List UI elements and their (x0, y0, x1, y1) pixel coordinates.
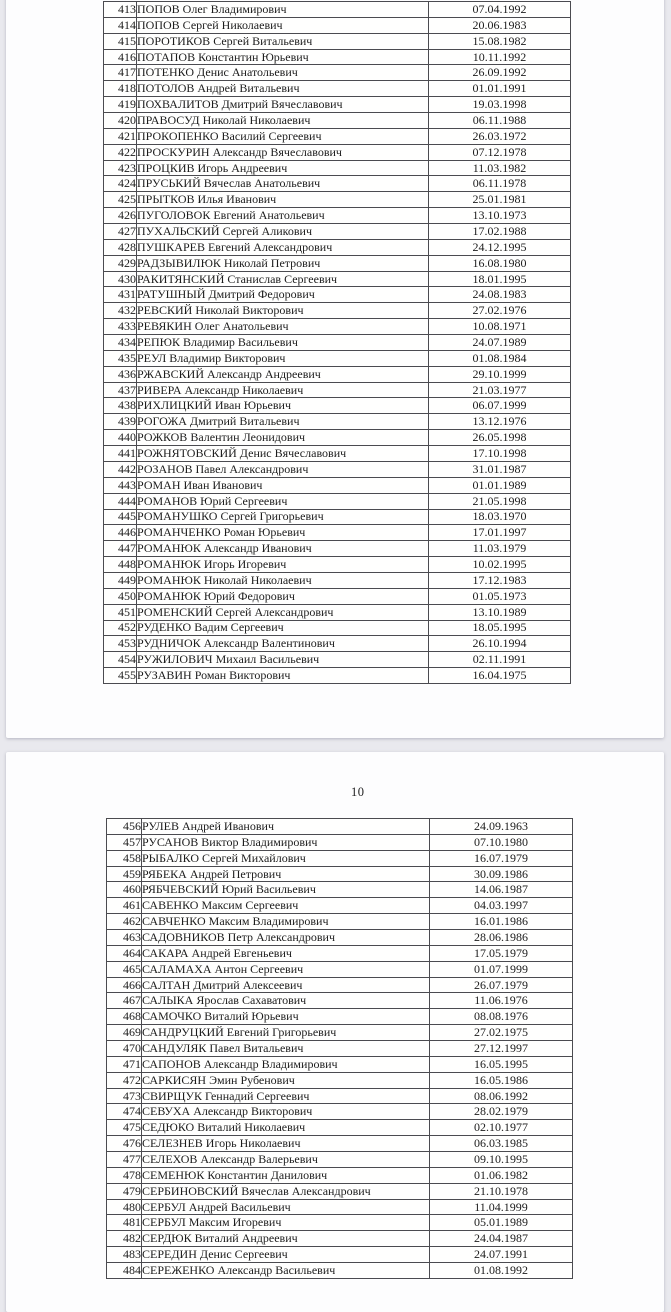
row-name-cell: ПРЫТКОВ Илья Иванович (137, 192, 429, 208)
row-name-cell: РАКИТЯНСКИЙ Станислав Сергеевич (137, 271, 429, 287)
row-number-cell: 420 (104, 113, 137, 129)
row-birthdate-cell: 29.10.1999 (429, 366, 571, 382)
table-row (107, 850, 573, 866)
table-row (104, 430, 571, 446)
row-name-cell: СЕРБУЛ Максим Игоревич (142, 1215, 430, 1231)
row-birthdate-cell: 10.08.1971 (429, 319, 571, 335)
row-name-cell: СЕЛЕЗНЕВ Игорь Николаевич (142, 1136, 430, 1152)
table-row (104, 208, 571, 224)
table-row (104, 319, 571, 335)
row-number-cell: 440 (104, 430, 137, 446)
row-birthdate-cell: 06.11.1978 (429, 176, 571, 192)
row-number-cell: 413 (104, 2, 137, 18)
row-birthdate-cell: 04.03.1997 (430, 898, 573, 914)
row-name-cell: РУЗАВИН Роман Викторович (137, 668, 429, 684)
table-row (104, 477, 571, 493)
table-row (104, 636, 571, 652)
row-name-cell: РОГОЖА Дмитрий Витальевич (137, 414, 429, 430)
row-name-cell: РЖАВСКИЙ Александр Андреевич (137, 366, 429, 382)
row-birthdate-cell: 16.05.1995 (430, 1056, 573, 1072)
table-row (104, 97, 571, 113)
row-number-cell: 423 (104, 160, 137, 176)
table-row (104, 335, 571, 351)
row-number-cell: 481 (107, 1215, 142, 1231)
row-birthdate-cell: 17.02.1988 (429, 224, 571, 240)
row-number-cell: 429 (104, 255, 137, 271)
table-row (107, 1056, 573, 1072)
row-birthdate-cell: 15.08.1982 (429, 33, 571, 49)
table-row (107, 834, 573, 850)
table-row (104, 113, 571, 129)
row-birthdate-cell: 18.05.1995 (429, 620, 571, 636)
row-name-cell: РОМЕНСКИЙ Сергей Александрович (137, 604, 429, 620)
table-row (104, 668, 571, 684)
row-name-cell: ПОРОТИКОВ Сергей Витальевич (137, 33, 429, 49)
row-birthdate-cell: 28.02.1979 (430, 1104, 573, 1120)
table-row (104, 303, 571, 319)
table-row (104, 17, 571, 33)
table-row (107, 1041, 573, 1057)
row-name-cell: САВЕНКО Максим Сергеевич (142, 898, 430, 914)
row-number-cell: 446 (104, 525, 137, 541)
row-birthdate-cell: 26.05.1998 (429, 430, 571, 446)
table-row (104, 652, 571, 668)
row-birthdate-cell: 21.10.1978 (430, 1183, 573, 1199)
row-birthdate-cell: 02.10.1977 (430, 1120, 573, 1136)
row-birthdate-cell: 16.08.1980 (429, 255, 571, 271)
row-birthdate-cell: 13.10.1973 (429, 208, 571, 224)
row-number-cell: 436 (104, 366, 137, 382)
table-row (104, 287, 571, 303)
row-birthdate-cell: 02.11.1991 (429, 652, 571, 668)
row-number-cell: 462 (107, 914, 142, 930)
row-name-cell: РАТУШНЫЙ Дмитрий Федорович (137, 287, 429, 303)
row-number-cell: 463 (107, 930, 142, 946)
row-birthdate-cell: 01.06.1982 (430, 1167, 573, 1183)
table-row (107, 1009, 573, 1025)
table-row (107, 866, 573, 882)
table-row (107, 961, 573, 977)
table-row (104, 366, 571, 382)
row-birthdate-cell: 25.01.1981 (429, 192, 571, 208)
row-name-cell: ПОПОВ Олег Владимирович (137, 2, 429, 18)
row-name-cell: ПРУСЬКИЙ Вячеслав Анатольевич (137, 176, 429, 192)
row-number-cell: 461 (107, 898, 142, 914)
table-row (104, 192, 571, 208)
row-name-cell: РУСАНОВ Виктор Владимирович (142, 834, 430, 850)
row-birthdate-cell: 06.07.1999 (429, 398, 571, 414)
row-number-cell: 445 (104, 509, 137, 525)
row-birthdate-cell: 05.01.1989 (430, 1215, 573, 1231)
row-number-cell: 469 (107, 1025, 142, 1041)
row-name-cell: РОМАНУШКО Сергей Григорьевич (137, 509, 429, 525)
row-number-cell: 416 (104, 49, 137, 65)
row-birthdate-cell: 16.04.1975 (429, 668, 571, 684)
row-number-cell: 475 (107, 1120, 142, 1136)
table-row (107, 1215, 573, 1231)
row-name-cell: СЕРБУЛ Андрей Васильевич (142, 1199, 430, 1215)
row-number-cell: 458 (107, 850, 142, 866)
row-name-cell: РОЖКОВ Валентин Леонидович (137, 430, 429, 446)
row-birthdate-cell: 17.05.1979 (430, 945, 573, 961)
table-row (107, 930, 573, 946)
table-row (104, 541, 571, 557)
row-name-cell: РОЖНЯТОВСКИЙ Денис Вячеславович (137, 446, 429, 462)
table-row (104, 65, 571, 81)
table-row (104, 446, 571, 462)
row-name-cell: РИВЕРА Александр Николаевич (137, 382, 429, 398)
row-number-cell: 430 (104, 271, 137, 287)
row-birthdate-cell: 24.07.1991 (430, 1247, 573, 1263)
row-birthdate-cell: 17.10.1998 (429, 446, 571, 462)
row-name-cell: САЛАМАХА Антон Сергеевич (142, 961, 430, 977)
row-number-cell: 439 (104, 414, 137, 430)
table-row (107, 898, 573, 914)
row-name-cell: ПОПОВ Сергей Николаевич (137, 17, 429, 33)
row-birthdate-cell: 18.01.1995 (429, 271, 571, 287)
row-birthdate-cell: 09.10.1995 (430, 1152, 573, 1168)
row-name-cell: РОМАНЮК Игорь Игоревич (137, 557, 429, 573)
table-row (104, 271, 571, 287)
row-number-cell: 437 (104, 382, 137, 398)
row-name-cell: САПОНОВ Александр Владимирович (142, 1056, 430, 1072)
table-row (104, 509, 571, 525)
row-number-cell: 479 (107, 1183, 142, 1199)
table-row (107, 1120, 573, 1136)
row-birthdate-cell: 10.02.1995 (429, 557, 571, 573)
row-birthdate-cell: 01.08.1984 (429, 350, 571, 366)
table-row (104, 414, 571, 430)
row-birthdate-cell: 07.04.1992 (429, 2, 571, 18)
table-row (107, 1072, 573, 1088)
row-number-cell: 456 (107, 819, 142, 835)
row-number-cell: 482 (107, 1231, 142, 1247)
row-number-cell: 468 (107, 1009, 142, 1025)
table-row (107, 1263, 573, 1279)
row-name-cell: САРКИСЯН Эмин Рубенович (142, 1072, 430, 1088)
row-number-cell: 425 (104, 192, 137, 208)
page-number: 10 (351, 785, 365, 799)
row-name-cell: ПОХВАЛИТОВ Дмитрий Вячеславович (137, 97, 429, 113)
row-name-cell: ПРОКОПЕНКО Василий Сергеевич (137, 128, 429, 144)
row-birthdate-cell: 06.03.1985 (430, 1136, 573, 1152)
row-name-cell: РОМАН Иван Иванович (137, 477, 429, 493)
row-name-cell: ПОТЕНКО Денис Анатольевич (137, 65, 429, 81)
row-name-cell: ПУШКАРЕВ Евгений Александрович (137, 239, 429, 255)
table-row (104, 604, 571, 620)
row-number-cell: 480 (107, 1199, 142, 1215)
row-birthdate-cell: 06.11.1988 (429, 113, 571, 129)
row-birthdate-cell: 10.11.1992 (429, 49, 571, 65)
table-row (107, 1199, 573, 1215)
row-number-cell: 418 (104, 81, 137, 97)
row-number-cell: 414 (104, 17, 137, 33)
row-name-cell: СЕРЕДИН Денис Сергеевич (142, 1247, 430, 1263)
row-number-cell: 435 (104, 350, 137, 366)
row-name-cell: ПОТОЛОВ Андрей Витальевич (137, 81, 429, 97)
row-birthdate-cell: 01.05.1973 (429, 588, 571, 604)
row-number-cell: 433 (104, 319, 137, 335)
table-row (104, 144, 571, 160)
table-row (104, 176, 571, 192)
row-birthdate-cell: 01.01.1991 (429, 81, 571, 97)
row-number-cell: 434 (104, 335, 137, 351)
row-birthdate-cell: 26.09.1992 (429, 65, 571, 81)
table-row (104, 525, 571, 541)
row-number-cell: 432 (104, 303, 137, 319)
row-name-cell: ПРОЦКИВ Игорь Андреевич (137, 160, 429, 176)
row-birthdate-cell: 08.08.1976 (430, 1009, 573, 1025)
table-row (104, 557, 571, 573)
row-name-cell: САКАРА Андрей Евгеньевич (142, 945, 430, 961)
table-row (104, 33, 571, 49)
row-number-cell: 444 (104, 493, 137, 509)
table-row (104, 255, 571, 271)
row-name-cell: РУЛЕВ Андрей Иванович (142, 819, 430, 835)
table-row (104, 461, 571, 477)
row-birthdate-cell: 24.09.1963 (430, 819, 573, 835)
row-name-cell: СЕРБИНОВСКИЙ Вячеслав Александрович (142, 1183, 430, 1199)
row-birthdate-cell: 01.01.1989 (429, 477, 571, 493)
row-name-cell: РЯБЧЕВСКИЙ Юрий Васильевич (142, 882, 430, 898)
row-number-cell: 478 (107, 1167, 142, 1183)
row-number-cell: 460 (107, 882, 142, 898)
row-name-cell: САНДРУЦКИЙ Евгений Григорьевич (142, 1025, 430, 1041)
row-name-cell: СЕРЕЖЕНКО Александр Васильевич (142, 1263, 430, 1279)
row-name-cell: СЕДЮКО Виталий Николаевич (142, 1120, 430, 1136)
row-name-cell: РЯБЕКА Андрей Петрович (142, 866, 430, 882)
row-number-cell: 424 (104, 176, 137, 192)
row-name-cell: РОЗАНОВ Павел Александрович (137, 461, 429, 477)
table-row (107, 1104, 573, 1120)
table-row (107, 1167, 573, 1183)
row-number-cell: 428 (104, 239, 137, 255)
row-birthdate-cell: 11.03.1982 (429, 160, 571, 176)
row-number-cell: 470 (107, 1041, 142, 1057)
row-number-cell: 476 (107, 1136, 142, 1152)
row-birthdate-cell: 16.07.1979 (430, 850, 573, 866)
row-birthdate-cell: 20.06.1983 (429, 17, 571, 33)
row-number-cell: 448 (104, 557, 137, 573)
row-birthdate-cell: 18.03.1970 (429, 509, 571, 525)
row-birthdate-cell: 21.03.1977 (429, 382, 571, 398)
row-number-cell: 427 (104, 224, 137, 240)
row-name-cell: РОМАНЮК Николай Николаевич (137, 572, 429, 588)
row-birthdate-cell: 30.09.1986 (430, 866, 573, 882)
row-birthdate-cell: 17.01.1997 (429, 525, 571, 541)
row-number-cell: 449 (104, 572, 137, 588)
table-row (107, 977, 573, 993)
row-number-cell: 453 (104, 636, 137, 652)
row-name-cell: САМОЧКО Виталий Юрьевич (142, 1009, 430, 1025)
row-name-cell: РАДЗЫВИЛЮК Николай Петрович (137, 255, 429, 271)
row-name-cell: ПУГОЛОВОК Евгений Анатольевич (137, 208, 429, 224)
roster-rows-page-10 (107, 819, 573, 1279)
row-birthdate-cell: 24.07.1989 (429, 335, 571, 351)
row-name-cell: РЕВСКИЙ Николай Викторович (137, 303, 429, 319)
table-row (107, 1152, 573, 1168)
roster-table-page-10 (106, 818, 573, 1279)
table-row (107, 1183, 573, 1199)
row-name-cell: САЛТАН Дмитрий Алексеевич (142, 977, 430, 993)
table-row (104, 493, 571, 509)
row-birthdate-cell: 11.03.1979 (429, 541, 571, 557)
row-birthdate-cell: 31.01.1987 (429, 461, 571, 477)
row-name-cell: РЫБАЛКО Сергей Михайлович (142, 850, 430, 866)
row-name-cell: СЕМЕНЮК Константин Данилович (142, 1167, 430, 1183)
row-name-cell: ПРАВОСУД Николай Николаевич (137, 113, 429, 129)
row-birthdate-cell: 21.05.1998 (429, 493, 571, 509)
row-birthdate-cell: 01.07.1999 (430, 961, 573, 977)
row-name-cell: РОМАНОВ Юрий Сергеевич (137, 493, 429, 509)
document-page-10 (6, 752, 664, 1312)
table-row (104, 128, 571, 144)
row-name-cell: РЕВЯКИН Олег Анатольевич (137, 319, 429, 335)
row-number-cell: 415 (104, 33, 137, 49)
table-row (107, 914, 573, 930)
row-number-cell: 457 (107, 834, 142, 850)
table-row (104, 350, 571, 366)
row-name-cell: СЕВУХА Александр Викторович (142, 1104, 430, 1120)
row-number-cell: 447 (104, 541, 137, 557)
row-name-cell: РОМАНЮК Юрий Федорович (137, 588, 429, 604)
row-birthdate-cell: 13.10.1989 (429, 604, 571, 620)
row-name-cell: РИХЛИЦКИЙ Иван Юрьевич (137, 398, 429, 414)
row-birthdate-cell: 07.10.1980 (430, 834, 573, 850)
row-number-cell: 426 (104, 208, 137, 224)
row-birthdate-cell: 11.06.1976 (430, 993, 573, 1009)
row-name-cell: ПРОСКУРИН Александр Вячеславович (137, 144, 429, 160)
row-birthdate-cell: 16.01.1986 (430, 914, 573, 930)
table-row (104, 382, 571, 398)
row-number-cell: 466 (107, 977, 142, 993)
row-birthdate-cell: 19.03.1998 (429, 97, 571, 113)
row-birthdate-cell: 27.02.1976 (429, 303, 571, 319)
row-number-cell: 421 (104, 128, 137, 144)
row-name-cell: СЕРДЮК Виталий Андреевич (142, 1231, 430, 1247)
row-birthdate-cell: 24.08.1983 (429, 287, 571, 303)
row-name-cell: СВИРЩУК Геннадий Сергеевич (142, 1088, 430, 1104)
row-number-cell: 431 (104, 287, 137, 303)
table-row (107, 993, 573, 1009)
row-number-cell: 473 (107, 1088, 142, 1104)
row-name-cell: САЛЫКА Ярослав Сахаватович (142, 993, 430, 1009)
row-name-cell: САДОВНИКОВ Петр Александрович (142, 930, 430, 946)
table-row (104, 572, 571, 588)
roster-rows-upper (104, 2, 571, 684)
row-birthdate-cell: 14.06.1987 (430, 882, 573, 898)
table-row (104, 160, 571, 176)
row-birthdate-cell: 13.12.1976 (429, 414, 571, 430)
row-number-cell: 443 (104, 477, 137, 493)
row-number-cell: 477 (107, 1152, 142, 1168)
table-row (107, 819, 573, 835)
row-birthdate-cell: 16.05.1986 (430, 1072, 573, 1088)
row-birthdate-cell: 24.04.1987 (430, 1231, 573, 1247)
row-birthdate-cell: 17.12.1983 (429, 572, 571, 588)
table-row (107, 1136, 573, 1152)
row-birthdate-cell: 01.08.1992 (430, 1263, 573, 1279)
table-row (104, 81, 571, 97)
row-number-cell: 455 (104, 668, 137, 684)
row-name-cell: САНДУЛЯК Павел Витальевич (142, 1041, 430, 1057)
row-number-cell: 474 (107, 1104, 142, 1120)
row-number-cell: 419 (104, 97, 137, 113)
row-number-cell: 451 (104, 604, 137, 620)
document-page-upper (6, 0, 664, 738)
row-number-cell: 467 (107, 993, 142, 1009)
row-number-cell: 441 (104, 446, 137, 462)
table-row (107, 1088, 573, 1104)
row-number-cell: 483 (107, 1247, 142, 1263)
row-name-cell: ПОТАПОВ Константин Юрьевич (137, 49, 429, 65)
row-birthdate-cell: 24.12.1995 (429, 239, 571, 255)
row-number-cell: 438 (104, 398, 137, 414)
row-name-cell: САВЧЕНКО Максим Владимирович (142, 914, 430, 930)
row-number-cell: 450 (104, 588, 137, 604)
row-name-cell: РУДНИЧОК Александр Валентинович (137, 636, 429, 652)
row-birthdate-cell: 27.02.1975 (430, 1025, 573, 1041)
table-row (104, 224, 571, 240)
row-name-cell: РОМАНЮК Александр Иванович (137, 541, 429, 557)
roster-table-page-upper (103, 1, 571, 684)
row-name-cell: РОМАНЧЕНКО Роман Юрьевич (137, 525, 429, 541)
row-number-cell: 442 (104, 461, 137, 477)
row-number-cell: 417 (104, 65, 137, 81)
row-name-cell: СЕЛЕХОВ Александр Валерьевич (142, 1152, 430, 1168)
row-number-cell: 454 (104, 652, 137, 668)
table-row (104, 2, 571, 18)
table-row (107, 1231, 573, 1247)
row-name-cell: РУДЕНКО Вадим Сергеевич (137, 620, 429, 636)
table-row (107, 1247, 573, 1263)
row-number-cell: 471 (107, 1056, 142, 1072)
row-number-cell: 465 (107, 961, 142, 977)
table-row (104, 239, 571, 255)
row-number-cell: 484 (107, 1263, 142, 1279)
row-birthdate-cell: 26.07.1979 (430, 977, 573, 993)
table-row (104, 620, 571, 636)
row-number-cell: 472 (107, 1072, 142, 1088)
row-name-cell: РЕПЮК Владимир Васильевич (137, 335, 429, 351)
row-number-cell: 452 (104, 620, 137, 636)
table-row (104, 49, 571, 65)
table-row (107, 945, 573, 961)
row-birthdate-cell: 27.12.1997 (430, 1041, 573, 1057)
row-birthdate-cell: 28.06.1986 (430, 930, 573, 946)
row-number-cell: 459 (107, 866, 142, 882)
row-birthdate-cell: 08.06.1992 (430, 1088, 573, 1104)
row-birthdate-cell: 26.03.1972 (429, 128, 571, 144)
table-row (107, 1025, 573, 1041)
table-row (107, 882, 573, 898)
table-row (104, 588, 571, 604)
table-row (104, 398, 571, 414)
row-name-cell: ПУХАЛЬСКИЙ Сергей Аликович (137, 224, 429, 240)
row-name-cell: РЕУЛ Владимир Викторович (137, 350, 429, 366)
row-name-cell: РУЖИЛОВИЧ Михаил Васильевич (137, 652, 429, 668)
row-number-cell: 422 (104, 144, 137, 160)
row-birthdate-cell: 07.12.1978 (429, 144, 571, 160)
row-birthdate-cell: 26.10.1994 (429, 636, 571, 652)
row-birthdate-cell: 11.04.1999 (430, 1199, 573, 1215)
row-number-cell: 464 (107, 945, 142, 961)
